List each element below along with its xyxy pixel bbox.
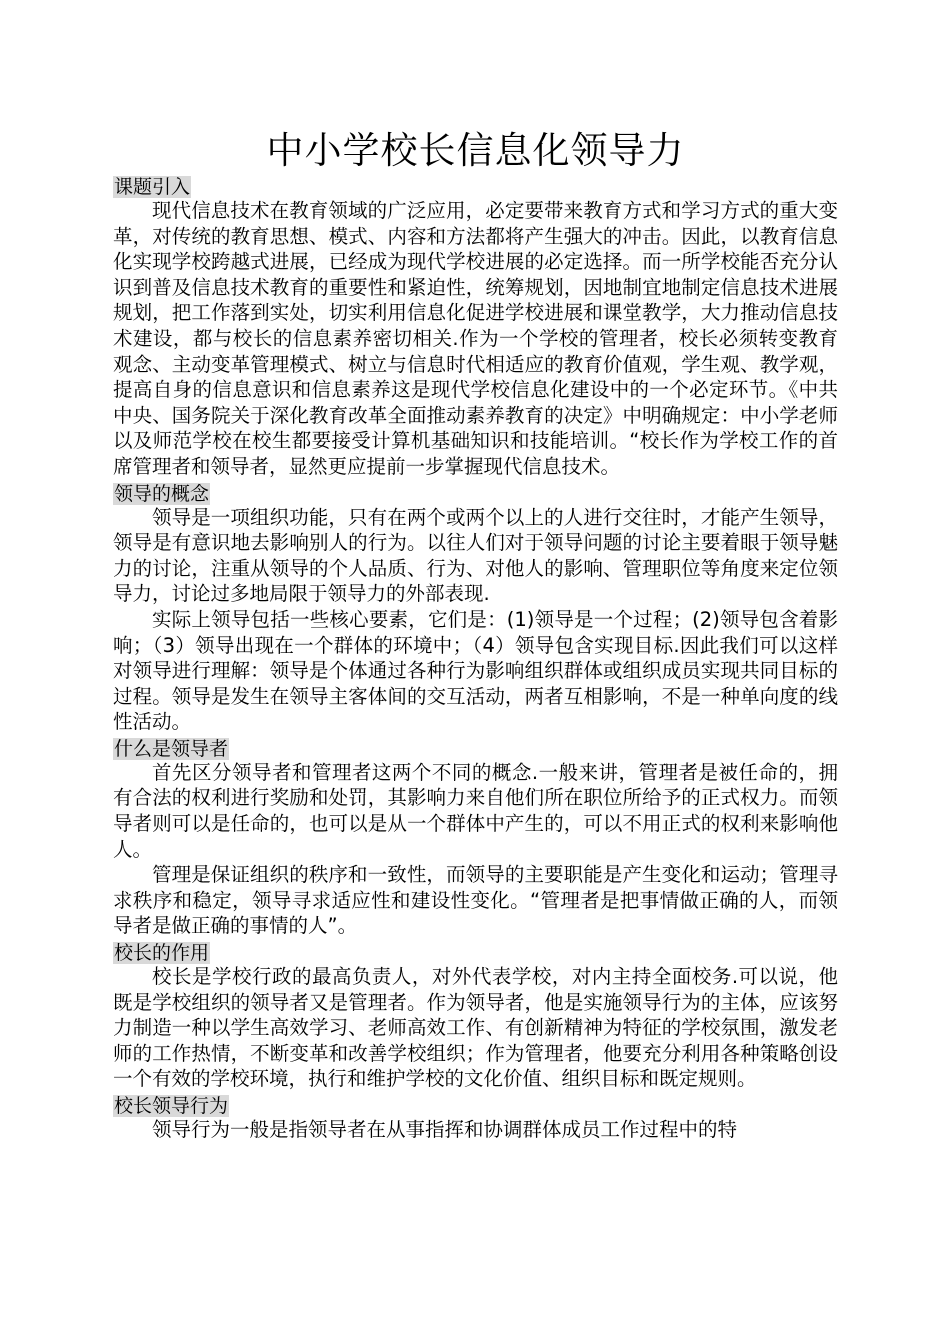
paragraph: 现代信息技术在教育领域的广泛应用，必定要带来教育方式和学习方式的重大变革，对传统的教育思想、模式、内容和方法都将产生强大的冲击。因此，以教育信息化实现学校跨越式进展，已经成为现代学校进展的必定选择。而一所学校能否充分认识到普及信息技术教育的重要性和紧迫性，统筹规划，因地制宜地制定信息技术进展规划，把工作落到实处，切实利用信息化促进学校进展和课堂教学，大力推动信息技术建设，都与校长的信息素养密切相关.作为一个学校的管理者，校长必须转变教育观念、主动变革管理模式、树立与信息时代相适应的教育价值观，学生观、教学观，提高自身的信息意识和信息素养这是现代学校信息化建设中的一个必定环节。《中共中央、国务院关于深化教育改革全面推动素养教育的决定》中明确规定：中小学老师以及师范学校在校生都要接受计算机基础知识和技能培训。“校长作为学校工作的首席管理者和领导者，显然更应提前一步掌握现代信息技术。 [113, 199, 838, 478]
section-leadership-concept [113, 480, 838, 735]
paragraph: 实际上领导包括一些核心要素，它们是：(1)领导是一个过程；(2)领导包含着影响；（3）领导出现在一个群体的环境中；（4）领导包含实现目标.因此我们可以这样对领导进行理解：领导是个体通过各种行为影响组织群体或组织成员实现共同目标的过程。领导是发生在领导主客体间的交互活动，两者互相影响，不是一种单向度的线性活动。 [113, 607, 838, 734]
section-heading: 校长的作用 [114, 942, 210, 965]
section-principal-behavior [113, 1092, 838, 1143]
paragraph: 管理是保证组织的秩序和一致性，而领导的主要职能是产生变化和运动；管理寻求秩序和稳定，领导寻求适应性和建设性变化。“管理者是把事情做正确的人，而领导者是做正确的事情的人”。 [113, 863, 838, 938]
paragraph: 领导是一项组织功能，只有在两个或两个以上的人进行交往时，才能产生领导，领导是有意识地去影响别人的行为。以往人们对于领导问题的讨论主要着眼于领导魅力的讨论，注重从领导的个人品质、行为、对他人的影响、管理职位等角度来定位领导力，讨论过多地局限于领导力的外部表现. [113, 505, 838, 606]
section-introduction [113, 173, 838, 480]
paragraph: 校长是学校行政的最高负责人，对外代表学校，对内主持全面校务.可以说，他既是学校组织的领导者又是管理者。作为领导者，他是实施领导行为的主体，应该努力制造一种以学生高效学习、老师高效工作、有创新精神为特征的学校氛围，激发老师的工作热情，不断变革和改善学校组织；作为管理者，他要充分利用各种策略创设一个有效的学校环境，执行和维护学校的文化价值、组织目标和既定规则。 [113, 965, 838, 1091]
section-heading: 校长领导行为 [114, 1095, 229, 1117]
section-heading: 课题引入 [114, 176, 191, 198]
section-what-is-leader [113, 735, 838, 939]
document-title: 中小学校长信息化领导力 [266, 129, 685, 172]
section-heading: 什么是领导者 [114, 737, 229, 760]
paragraph: 领导行为一般是指领导者在从事指挥和协调群体成员工作过程中的特 [152, 1118, 738, 1141]
section-principal-role [113, 939, 838, 1092]
section-heading: 领导的概念 [114, 482, 210, 505]
paragraph: 首先区分领导者和管理者这两个不同的概念.一般来讲，管理者是被任命的，拥有合法的权利进行奖励和处罚，其影响力来自他们所在职位所给予的正式权力。而领导者则可以是任命的，也可以是从一个群体中产生的，可以不用正式的权利来影响他人。 [113, 760, 838, 861]
